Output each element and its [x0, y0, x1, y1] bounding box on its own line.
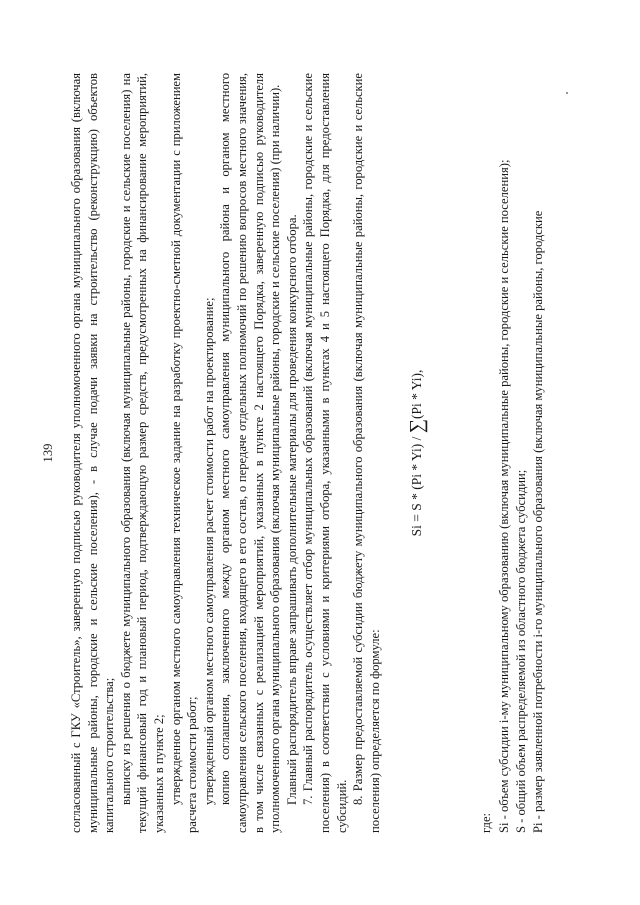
scan-speck — [566, 92, 568, 94]
definition-pi: Pi - размер заявленной потребности i-го муниципального образования (включая муниципальные районы, городские — [530, 210, 545, 833]
rotated-document-page — [40, 73, 600, 833]
where-label: где: — [478, 812, 493, 833]
paragraph-0: согласованный с ГКУ «Строитель», заверенную подписью руководителя уполномоченного органа муниципального образования (включая муниципальные районы, городские и сельские поселения), - в случае подачи заявки на строительство (реконструкцию) объектов капитального строительства; — [69, 72, 117, 833]
paragraph-4: копию соглашения, заключенного между органом местного самоуправления муниципального района и органом местного самоуправления сельского поселения, входящего в его состав, о передаче отдельных полномочий по решению вопросов местного значения, в том числе связанных с реализацией мероприятий, указанных в пункте 2 настоящего Порядка, заверенную подписью руководителя уполномоченного органа муниципального образования (включая муниципальные районы, городские и сельские поселения) (при наличии). — [218, 72, 283, 833]
definition-si: Si - объем субсидии i-му муниципальному образованию (включая муниципальные районы, городские и сельские поселения); — [497, 159, 512, 833]
definition-s: S - общий объем распределяемой из областного бюджета субсидии; — [514, 469, 529, 833]
paragraph-7: 8. Размер предоставляемой субсидии бюджету муниципального образования (включая муниципальные районы, городские и сельские поселения) определяется по формуле: — [351, 72, 382, 833]
formula-lhs: Si = S * (Pi * Yi) / — [409, 432, 425, 536]
formula-rhs: (Pi * Yi), — [409, 369, 425, 419]
paragraph-3: утвержденный органом местного самоуправления расчет стоимости работ на проектирование; — [201, 297, 216, 805]
sum-symbol: ∑ — [406, 418, 429, 433]
subsidy-formula — [406, 73, 429, 833]
paragraph-2: утвержденное органом местного самоуправления техническое задание на разработку проектно-сметной документации с приложением расчета стоимости работ; — [168, 72, 200, 833]
paragraph-1: выписку из решения о бюджете муниципального образования (включая муниципальные районы, городские и сельские поселения) на текущий финансовый год и плановый период, подтверждающую размер средств, предусмотренных на финансирование мероприятий, указанных в пункте 2; — [118, 72, 166, 833]
page-number: 139 — [41, 443, 55, 462]
paragraph-list — [68, 73, 383, 833]
paragraph-5: Главный распорядитель вправе запрашивать дополнительные материалы для проведения конкурсного отбора. — [284, 213, 299, 805]
paragraph-6: 7. Главный распорядитель осуществляет отбор муниципальных образований (включая муниципальные районы, городские и сельские поселения) в соответствии с условиями и критериями отбора, указанными в пунктах 4 и 5 настоящего Порядка, для предоставления субсидий. — [301, 72, 349, 833]
